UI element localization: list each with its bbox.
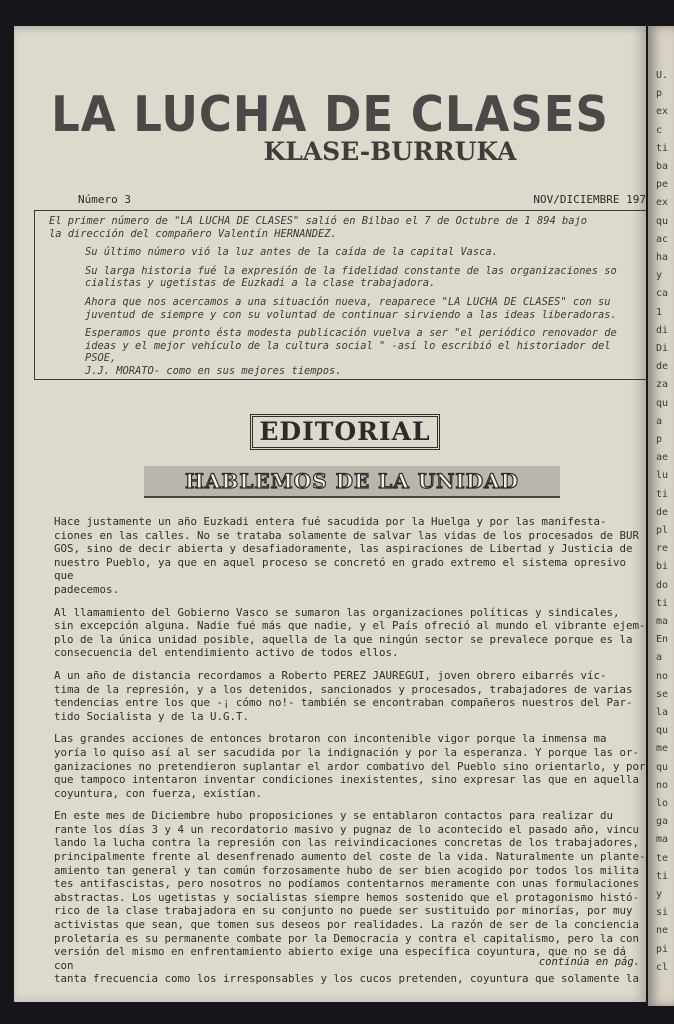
adjacent-page-fragment: qu bbox=[656, 761, 669, 773]
adjacent-page-fragment: cl bbox=[656, 961, 669, 973]
adjacent-page-fragment: se bbox=[656, 688, 669, 700]
history-notice-box bbox=[34, 210, 646, 380]
adjacent-page-fragment: de bbox=[656, 361, 669, 373]
adjacent-page-fragment: ti bbox=[656, 870, 669, 882]
adjacent-page-fragment: lo bbox=[656, 798, 669, 809]
issue-date: NOV/DICIEMBRE 197 bbox=[533, 193, 646, 206]
adjacent-page-fragment: ne bbox=[656, 925, 669, 937]
adjacent-page-fragment: ca bbox=[656, 288, 669, 300]
adjacent-page-fragment: no bbox=[656, 779, 669, 791]
adjacent-page-fragment: ti bbox=[656, 597, 669, 609]
adjacent-page-fragment: lu bbox=[656, 470, 669, 482]
adjacent-page-fragment: ti bbox=[656, 142, 669, 154]
newspaper-page bbox=[14, 26, 646, 1002]
adjacent-page-fragment: ex bbox=[656, 106, 669, 118]
adjacent-page-fragment: no bbox=[656, 670, 669, 682]
notice-paragraph: Ahora que nos acercamos a una situación nueva, reaparece "LA LUCHA DE CLASES" con su juventud de siempre y con su voluntad de continuar sirviendo a las ideas liberadoras. bbox=[85, 295, 617, 321]
adjacent-page-fragment: si bbox=[656, 907, 669, 919]
adjacent-page-fragment: U. bbox=[656, 70, 669, 81]
adjacent-page-fragment: 1 bbox=[656, 306, 663, 318]
adjacent-page-fragment: me bbox=[656, 743, 669, 755]
adjacent-page-fragment: ac bbox=[656, 233, 669, 245]
adjacent-page-fragment: ga bbox=[656, 816, 669, 828]
notice-paragraph: Su último número vió la luz antes de la caída de la capital Vasca. bbox=[85, 246, 498, 259]
masthead-subtitle: KLASE-BURRUKA bbox=[263, 137, 517, 166]
adjacent-page-fragment: ti bbox=[656, 488, 669, 500]
editorial-body bbox=[54, 515, 646, 995]
adjacent-page-fragment: a bbox=[656, 652, 663, 664]
adjacent-page-fragment: do bbox=[656, 579, 669, 591]
adjacent-page-fragment: pl bbox=[656, 525, 669, 536]
adjacent-page-fragment: za bbox=[656, 379, 669, 391]
adjacent-page-fragment: a bbox=[656, 415, 663, 427]
body-paragraph: Hace justamente un año Euzkadi entera fué sacudida por la Huelga y por las manifesta- ciones en las calles. No se trataba solamente de salvar las vidas de los procesados de BUR GOS, sino de decir abierta y desafiadoramente, las aspiraciones de Libertad y Justicia de nuestro Pueblo, ya que en aquel proceso se concretó en grado extremo el sistema opresivo que padecemos. bbox=[54, 515, 640, 596]
body-paragraph: En este mes de Diciembre hubo proposiciones y se entablaron contactos para realizar du rante los días 3 y 4 un recordatorio masivo y pugnaz de lo acontecido el pasado año, vincu lando la lucha contra la represión con las reivindicaciones concretas de los trabajadores, principalmente frente al desenfrenado aumento del coste de la vida. Naturalmente un plante- amiento tan general y tan común forzosamente hubo de ser bien acogido por todos los milita tes antifascistas, pero nosotros no podíamos contentarnos meramente con unas formulaciones abstractas. Los ugetistas y socialistas siempre hemos sostenido que el protagonismo histó- rico de la clase trabajadora en su conjunto no puede ser sustituido por minorías, por muy activistas que sean, que tomen sus deseos por realidades. La razón de ser de la conciencia proletaria es su permanente combate por la Democracia y contra el capitalismo, pero la con versión del mismo en enfrentamiento abierto exige una específica coyuntura, que no se dá con tanta frecuencia como los irresponsables y los cucos pretenden, coyuntura que solamente la bbox=[54, 809, 646, 986]
notice-paragraph: Esperamos que pronto ésta modesta publicación vuelva a ser "el periódico renovador de ideas y el mejor vehículo de la cultura social " -así lo escribió el historiador del PSOE, J.J. MORATO- como en sus mejores tiempos. bbox=[85, 327, 617, 377]
editorial-label-box bbox=[250, 414, 440, 450]
editorial-headline: HABLEMOS DE LA UNIDAD bbox=[144, 466, 560, 498]
adjacent-page-fragment: ex bbox=[656, 197, 669, 209]
adjacent-page-fragment: p bbox=[656, 434, 663, 445]
issue-number: Número 3 bbox=[78, 193, 131, 206]
masthead-title: LA LUCHA DE CLASES bbox=[51, 85, 609, 144]
adjacent-page-fragment: ba bbox=[656, 161, 669, 172]
adjacent-page-fragment: p bbox=[656, 88, 663, 100]
body-paragraph: Las grandes acciones de entonces brotaron con incontenible vigor porque la inmensa ma yoría lo quiso así al ser sacudida por la indignación y por la esperanza. Y porque las or- ganizaciones no pretendieron suplantar el ardor combativo del Pueblo sino orientarlo, y por que tampoco intentaron inventar condiciones inexistentes, sino expresar las que en aquella coyuntura, con fuerza, existían. bbox=[54, 732, 646, 800]
adjacent-page-fragment: de bbox=[656, 506, 669, 518]
adjacent-page-fragment: qu bbox=[656, 215, 669, 227]
adjacent-page-fragment: pi bbox=[656, 943, 669, 955]
adjacent-page-fragment: Di bbox=[656, 343, 669, 354]
continued-note: continúa en pág. bbox=[538, 956, 640, 968]
adjacent-page-fragment: re bbox=[656, 543, 669, 555]
adjacent-page-fragment: qu bbox=[656, 397, 669, 409]
adjacent-page-fragment: y bbox=[656, 270, 663, 282]
adjacent-page-fragment: te bbox=[656, 852, 669, 864]
adjacent-page-fragment: ma bbox=[656, 834, 669, 846]
adjacent-page-fragment: la bbox=[656, 707, 669, 718]
adjacent-page-fragment: ha bbox=[656, 252, 669, 263]
adjacent-page-fragment: En bbox=[656, 634, 669, 646]
adjacent-page-fragment: pe bbox=[656, 179, 669, 191]
adjacent-page-edge bbox=[648, 26, 674, 1006]
adjacent-page-fragment: ma bbox=[656, 616, 669, 627]
notice-paragraph: Su larga historia fué la expresión de la fidelidad constante de las organizaciones so cialistas y ugetistas de Euzkadi a la clase trabajadora. bbox=[85, 264, 617, 290]
adjacent-page-fragment: qu bbox=[656, 725, 669, 737]
adjacent-page-fragment: c bbox=[656, 124, 663, 136]
editorial-label: EDITORIAL bbox=[259, 417, 431, 446]
adjacent-page-fragment: ae bbox=[656, 452, 669, 464]
adjacent-page-fragment: di bbox=[656, 324, 669, 336]
adjacent-page-fragment: bi bbox=[656, 561, 669, 573]
notice-paragraph: El primer número de "LA LUCHA DE CLASES" salió en Bilbao el 7 de Octubre de 1 894 bajo la dirección del compañero Valentín HERNANDEZ. bbox=[49, 215, 587, 240]
body-paragraph: Al llamamiento del Gobierno Vasco se sumaron las organizaciones políticas y sindicales, sin excepción alguna. Nadie fué más que nadie, y el País ofreció al mundo el vibrante ejem- plo de la única unidad posible, aquella de la que ningún sector se prevalece porque es la consecuencia del entendimiento activo de todos ellos. bbox=[54, 605, 646, 660]
body-paragraph: A un año de distancia recordamos a Roberto PEREZ JAUREGUI, joven obrero eibarrés víc- tima de la represión, y a los detenidos, sancionados y procesados, trabajadores de varias tendencias entre los que -¡ cómo no!- también se encontraban compañeros nuestros del Par- tido Socialista y de la U.G.T. bbox=[54, 668, 633, 723]
adjacent-page-fragment: y bbox=[656, 889, 663, 900]
